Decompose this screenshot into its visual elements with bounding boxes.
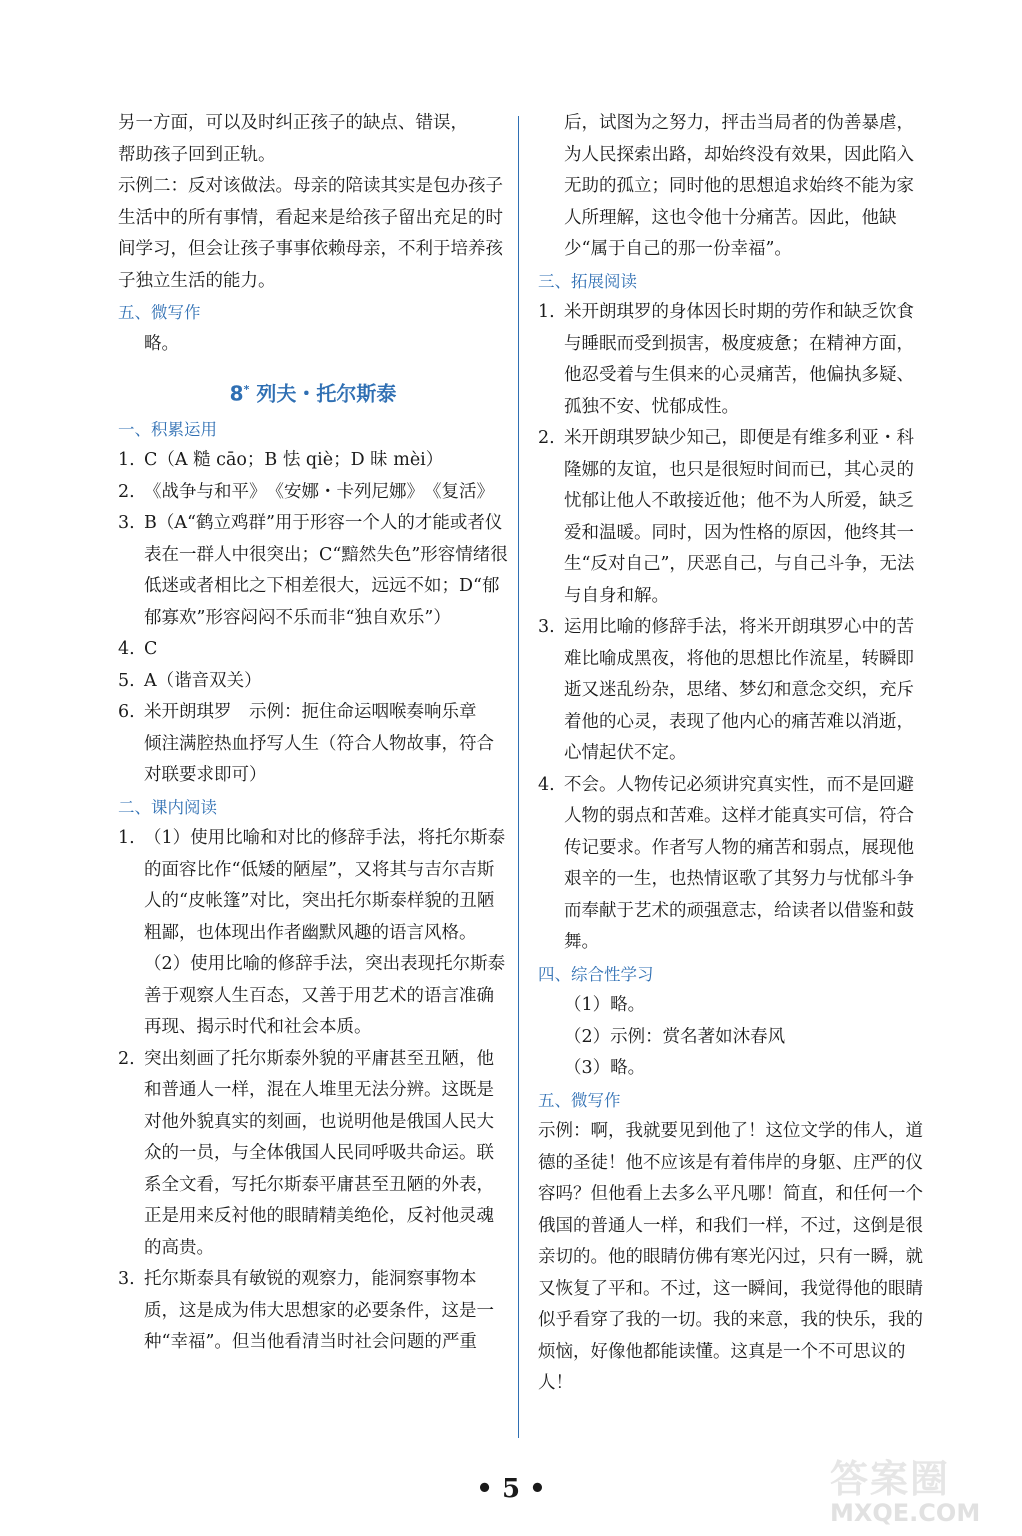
s2-list	[118, 823, 508, 1359]
list-item: 1. 米开朗琪罗的身体因长时期的劳作和缺乏饮食与睡眠而受到损害，极度疲惫；在精神方面，他忍受着与生俱来的心灵痛苦，他偏执多疑、孤独不安、忧郁成性。	[538, 302, 914, 417]
list-item: 1. （1）使用比喻和对比的修辞手法，将托尔斯泰的面容比作“低矮的陋屋”，又将其与吉尔吉斯人的“皮帐篷”对比，突出托尔斯泰样貌的丑陋粗鄙，也体现出作者幽默风趣的语言风格。	[118, 828, 506, 943]
list-item: 2. 米开朗琪罗缺少知己，即便是有维多利亚・科隆娜的友谊，也只是很短时间而已，其心灵的忧郁让他人不敢接近他；他不为人所爱，缺乏爱和温暖。同时，因为性格的原因，他终其一生“反对自己”，厌恶自己，与自己斗争，无法与自身和解。	[538, 428, 915, 606]
column-divider	[518, 116, 519, 1438]
example-two: 示例二：反对该做法。母亲的陪读其实是包办孩子生活中的所有事情，看起来是给孩子留出充足的时间学习，但会让孩子事事依赖母亲，不利于培养孩子独立生活的能力。	[118, 176, 503, 291]
right-column	[538, 108, 928, 1400]
s4-item-1: （1）略。	[564, 995, 646, 1015]
lesson-mark: *	[243, 383, 250, 396]
lesson-name: 列夫・托尔斯泰	[256, 381, 397, 406]
section-5-heading-right: 五、微写作	[538, 1090, 621, 1110]
lesson-title	[118, 370, 508, 414]
list-item: 3. 托尔斯泰具有敏锐的观察力，能洞察事物本质，这是成为伟大思想家的必要条件，这是一种“幸福”。但当他看清当时社会问题的严重	[118, 1269, 494, 1353]
intro-line-2: 帮助孩子回到正轨。	[118, 144, 276, 165]
watermark-text: 答案圈	[830, 1457, 951, 1501]
s4-item-2: （2）示例：赏名著如沐春风	[564, 1026, 786, 1047]
list-item: 3. B（A“鹤立鸡群”用于形容一个人的才能或者仪表在一群人中很突出；C“黯然失色”形容情绪很低迷或者相比之下相差很大，远远不如；D“郁郁寡欢”形容闷闷不乐而非“独自欢乐”）	[118, 513, 508, 628]
section-1-heading: 一、积累运用	[118, 419, 217, 439]
section-4-heading: 四、综合性学习	[538, 964, 654, 984]
s1-list	[118, 445, 508, 792]
section-2-heading: 二、课内阅读	[118, 797, 217, 817]
section-5-text: 略。	[144, 333, 179, 354]
list-item: 1. C（A 糙 cāo；B 怯 qiè；D 昧 mèi）	[118, 450, 444, 471]
s4-item-3: （3）略。	[564, 1058, 646, 1078]
section-3-heading: 三、拓展阅读	[538, 271, 637, 291]
list-item: 3. 运用比喻的修辞手法，将米开朗琪罗心中的苦难比喻成黑夜，将他的思想比作流星，转瞬即逝又迷乱纷杂，思绪、梦幻和意念交织，充斥着他的心灵，表现了他内心的痛苦难以消逝，心情起伏不定。	[538, 617, 914, 763]
list-item: （2）使用比喻的修辞手法，突出表现托尔斯泰善于观察人生百态，又善于用艺术的语言准确再现、揭示时代和社会本质。	[144, 954, 506, 1038]
watermark-url: MXQE.COM	[830, 1499, 981, 1527]
s5-text: 示例：啊，我就要见到他了！这位文学的伟人，道德的圣徒！他不应该是有着伟岸的身躯、庄严的仪容吗？但他看上去多么平凡哪！简直，和任何一个俄国的普通人一样，和我们一样，不过，这倒是很亲切的。他的眼睛仿佛有寒光闪过，只有一瞬，就又恢复了平和。不过，这一瞬间，我觉得他的眼睛似乎看穿了我的一切。我的来意，我的快乐，我的烦恼，好像他都能读懂。这真是一个不可思议的人！	[538, 1121, 923, 1393]
list-item: 4. C	[118, 639, 158, 660]
lesson-number: 8	[229, 381, 244, 406]
watermark-logo	[830, 1448, 1010, 1528]
list-item: 2. 突出刻画了托尔斯泰外貌的平庸甚至丑陋，他和普通人一样，混在人堆里无法分辨。这既是对他外貌真实的刻画，也说明他是俄国人民大众的一员，与全体俄国人民同呼吸共命运。联系全文看，写托尔斯泰平庸甚至丑陋的外表，正是用来反衬他的眼睛精美绝伦，反衬他灵魂的高贵。	[118, 1048, 494, 1258]
list-item: 5. A（谐音双关）	[118, 670, 262, 691]
section-5-heading: 五、微写作	[118, 303, 201, 322]
list-item: 4. 不会。人物传记必须讲究真实性，而不是回避人物的弱点和苦难。这样才能真实可信，符合传记要求。作者写人物的痛苦和弱点，展现他艰辛的一生，也热情讴歌了其努力与忧郁斗争而奉献于艺术的顽强意志，给读者以借鉴和鼓舞。	[538, 774, 914, 952]
list-item: 2. 《战争与和平》 《安娜・卡列尼娜》 《复活》	[118, 481, 494, 502]
list-item: 6. 米开朗琪罗 示例：扼住命运咽喉奏响乐章 倾注满腔热血抒写人生（符合人物故事，符合对联要求即可）	[118, 702, 494, 786]
left-column	[118, 108, 508, 1359]
page-number: • 5 •	[476, 1474, 546, 1504]
intro-line-1: 另一方面，可以及时纠正孩子的缺点、错误，	[118, 113, 468, 133]
continuation-text: 后，试图为之努力，抨击当局者的伪善暴虐，为人民探索出路，却始终没有效果，因此陷入无助的孤立；同时他的思想追求始终不能为家人所理解，这也令他十分痛苦。因此，他缺少“属于自己的那一份幸福”。	[564, 113, 914, 259]
s3-list	[538, 297, 928, 959]
